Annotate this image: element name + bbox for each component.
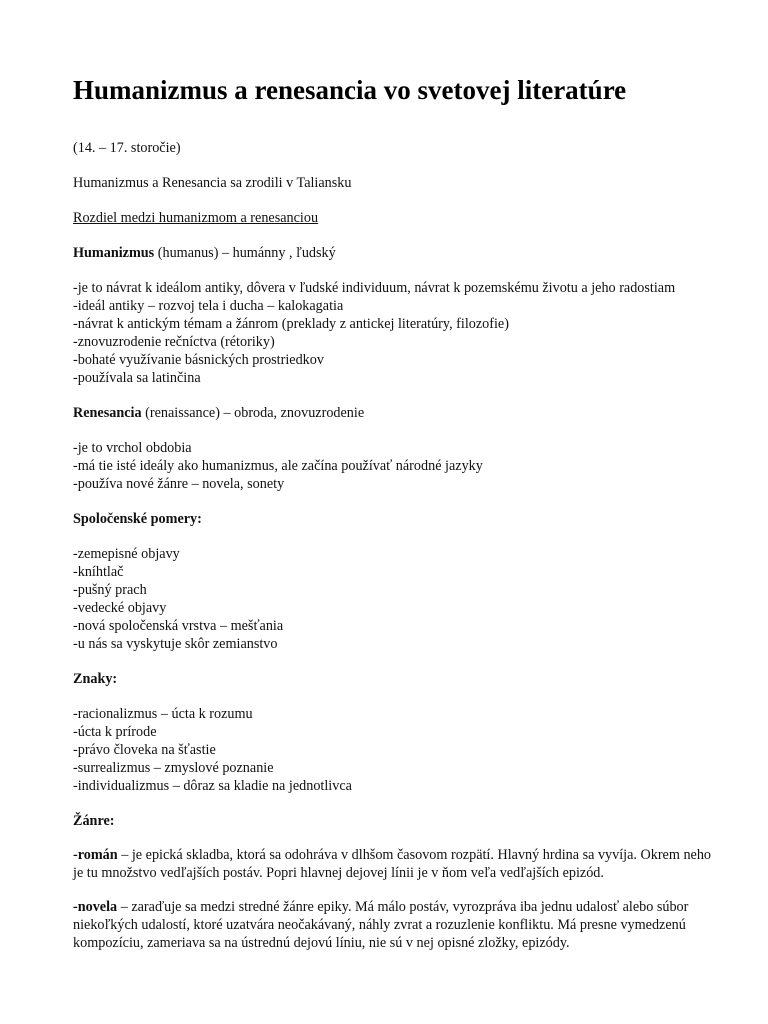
list-item: -je to návrat k ideálom antiky, dôvera v ľudské individuum, návrat k pozemskému životu a jeho radostiam (73, 280, 676, 296)
page-title: Humanizmus a renesancia vo svetovej literatúre (73, 75, 627, 105)
origin-text: Humanizmus a Renesancia sa zrodili v Taliansku (73, 175, 352, 191)
humanism-term: Humanizmus (73, 245, 155, 261)
list-item: -je to vrchol obdobia (73, 440, 192, 456)
list-item: -u nás sa vyskytuje skôr zemianstvo (73, 636, 278, 652)
renaissance-definition (73, 404, 713, 422)
list-item: -právo človeka na šťastie (73, 742, 216, 758)
renaissance-term: Renesancia (73, 405, 142, 421)
signs-list (73, 705, 713, 795)
list-item: -individualizmus – dôraz sa kladie na jednotlivca (73, 778, 352, 794)
genre-roman-term: -román (73, 847, 118, 863)
genre-novela (73, 899, 713, 952)
period-text: (14. – 17. storočie) (73, 140, 181, 156)
humanism-definition-text: (humanus) – humánny , ľudský (154, 245, 336, 261)
list-item: -pušný prach (73, 582, 147, 598)
list-item: -ideál antiky – rozvoj tela i ducha – kalokagatia (73, 298, 344, 314)
list-item: -používala sa latinčina (73, 370, 201, 386)
humanism-list (73, 279, 713, 387)
list-item: -má tie isté ideály ako humanizmus, ale začína používať národné jazyky (73, 458, 483, 474)
list-item: -vedecké objavy (73, 600, 167, 616)
list-item: -racionalizmus – úcta k rozumu (73, 706, 253, 722)
signs-heading: Znaky: (73, 671, 118, 687)
list-item: -kníhtlač (73, 564, 124, 580)
list-item: -zemepisné objavy (73, 546, 180, 562)
genre-roman (73, 847, 713, 882)
list-item: -surrealizmus – zmyslové poznanie (73, 760, 274, 776)
list-item: -bohaté využívanie básnických prostriedkov (73, 352, 324, 368)
list-item: -znovuzrodenie rečníctva (rétoriky) (73, 334, 275, 350)
document-body (73, 139, 713, 970)
social-list (73, 545, 713, 653)
genre-roman-text: – je epická skladba, ktorá sa odohráva v dlhšom časovom rozpätí. Hlavný hrdina sa vyvíja. Okrem neho je tu množstvo vedľajších postáv. Popri hlavnej dejovej línii je v ňom veľa vedľajších epizód. (73, 847, 712, 881)
genre-novela-text: – zaraďuje sa medzi stredné žánre epiky. Má málo postáv, vyrozpráva iba jednu udalosť alebo súbor niekoľkých udalostí, ktoré uzatvára neočakávaný, náhly zvrat a rozuzlenie konfliktu. Má presne vymedzenú kompozíciu, zameriava sa na ústrednú dejovú líniu, nie sú v nej opisné zložky, epizódy. (73, 899, 689, 951)
list-item: -používa nové žánre – novela, sonety (73, 476, 285, 492)
list-item: -úcta k prírode (73, 724, 157, 740)
difference-heading: Rozdiel medzi humanizmom a renesanciou (73, 210, 319, 226)
list-item: -návrat k antickým témam a žánrom (preklady z antickej literatúry, filozofie) (73, 316, 509, 332)
list-item: -nová spoločenská vrstva – mešťania (73, 618, 284, 634)
renaissance-definition-text: (renaissance) – obroda, znovuzrodenie (141, 405, 365, 421)
genres-heading: Žánre: (73, 813, 115, 829)
genre-novela-term: -novela (73, 899, 118, 916)
social-heading: Spoločenské pomery: (73, 511, 202, 527)
renaissance-list (73, 439, 713, 493)
humanism-definition (73, 244, 713, 262)
